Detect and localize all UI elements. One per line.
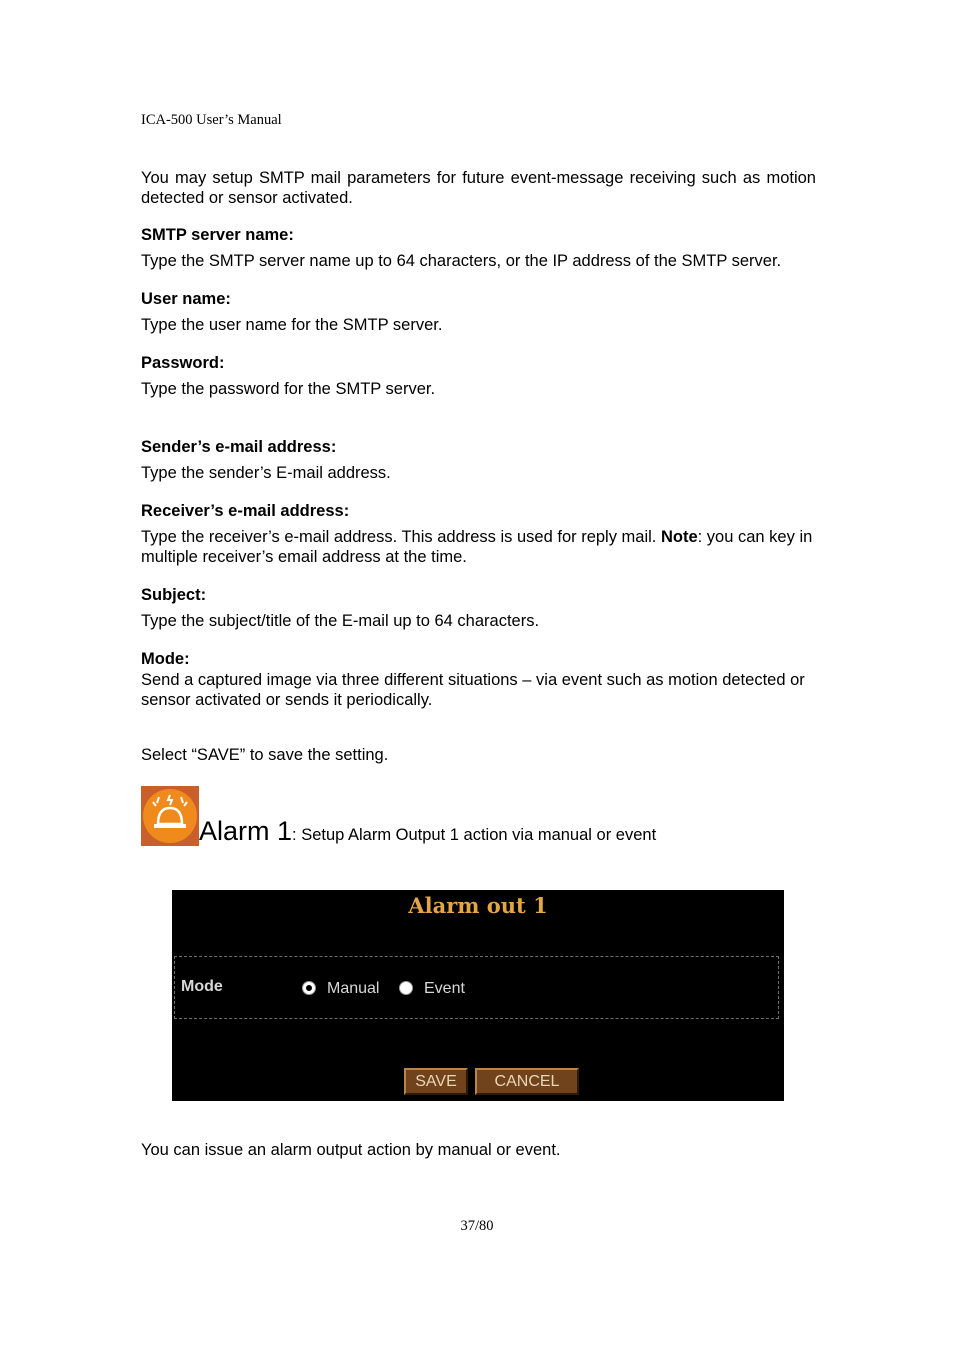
event-radio[interactable] <box>399 981 413 995</box>
section-title: SMTP server name: <box>141 226 294 244</box>
alarm-siren-icon <box>141 786 199 846</box>
section-text: Type the SMTP server name up to 64 characters, or the IP address of the SMTP server. <box>141 252 782 270</box>
section-title: Subject: <box>141 586 207 604</box>
section-title: User name: <box>141 290 231 308</box>
section-text: Send a captured image via three different situations – via event such as motion detected or sensor activated or sends it periodically. <box>141 671 805 709</box>
mode-label: Mode <box>181 978 223 995</box>
alarm-heading-description: : Setup Alarm Output 1 action via manual or event <box>292 826 657 844</box>
section-text: Type the subject/title of the E-mail up to 64 characters. <box>141 612 540 630</box>
note-label: Note <box>660 528 698 546</box>
panel-title: Alarm out 1 <box>408 893 548 918</box>
save-button[interactable]: SAVE <box>404 1068 468 1095</box>
section-title: Password: <box>141 354 225 372</box>
section-sender-email <box>141 438 816 483</box>
body-content <box>141 168 816 710</box>
section-text: Type the sender’s E-mail address. <box>141 464 391 482</box>
page-number: 37/80 <box>460 1218 494 1234</box>
section-smtp-server <box>141 226 816 271</box>
section-title: Sender’s e-mail address: <box>141 438 337 456</box>
section-text-part: : you can key in multiple receiver’s email address at the time. <box>141 528 813 566</box>
section-password <box>141 354 816 399</box>
intro-paragraph: You may setup SMTP mail parameters for future event-message receiving such as motion detected or sensor activated. <box>141 169 816 207</box>
event-radio-label[interactable]: Event <box>424 980 465 997</box>
footer-paragraph: You can issue an alarm output action by manual or event. <box>141 1141 561 1159</box>
alarm-out-panel <box>172 890 784 1101</box>
section-title: Mode: <box>141 650 190 668</box>
manual-radio-label[interactable]: Manual <box>327 980 380 997</box>
section-mode <box>141 650 816 710</box>
section-subject <box>141 586 816 631</box>
section-title: Receiver’s e-mail address: <box>141 502 350 520</box>
alarm-heading-title: Alarm 1 <box>199 816 293 846</box>
section-text: Type the password for the SMTP server. <box>141 380 436 398</box>
section-receiver-email <box>141 502 816 567</box>
section-text-part: Type the receiver’s e-mail address. This address is used for reply mail. <box>141 528 661 546</box>
section-user-name <box>141 290 816 335</box>
section-text <box>141 527 816 567</box>
alarm-siren-graphic <box>141 786 199 846</box>
cancel-button[interactable]: CANCEL <box>475 1068 579 1095</box>
section-text: Type the user name for the SMTP server. <box>141 316 443 334</box>
mode-row-box <box>174 956 779 1019</box>
alarm-heading <box>199 816 656 847</box>
save-instruction: Select “SAVE” to save the setting. <box>141 746 389 764</box>
page-header: ICA-500 User’s Manual <box>141 112 282 128</box>
manual-radio[interactable] <box>302 981 316 995</box>
